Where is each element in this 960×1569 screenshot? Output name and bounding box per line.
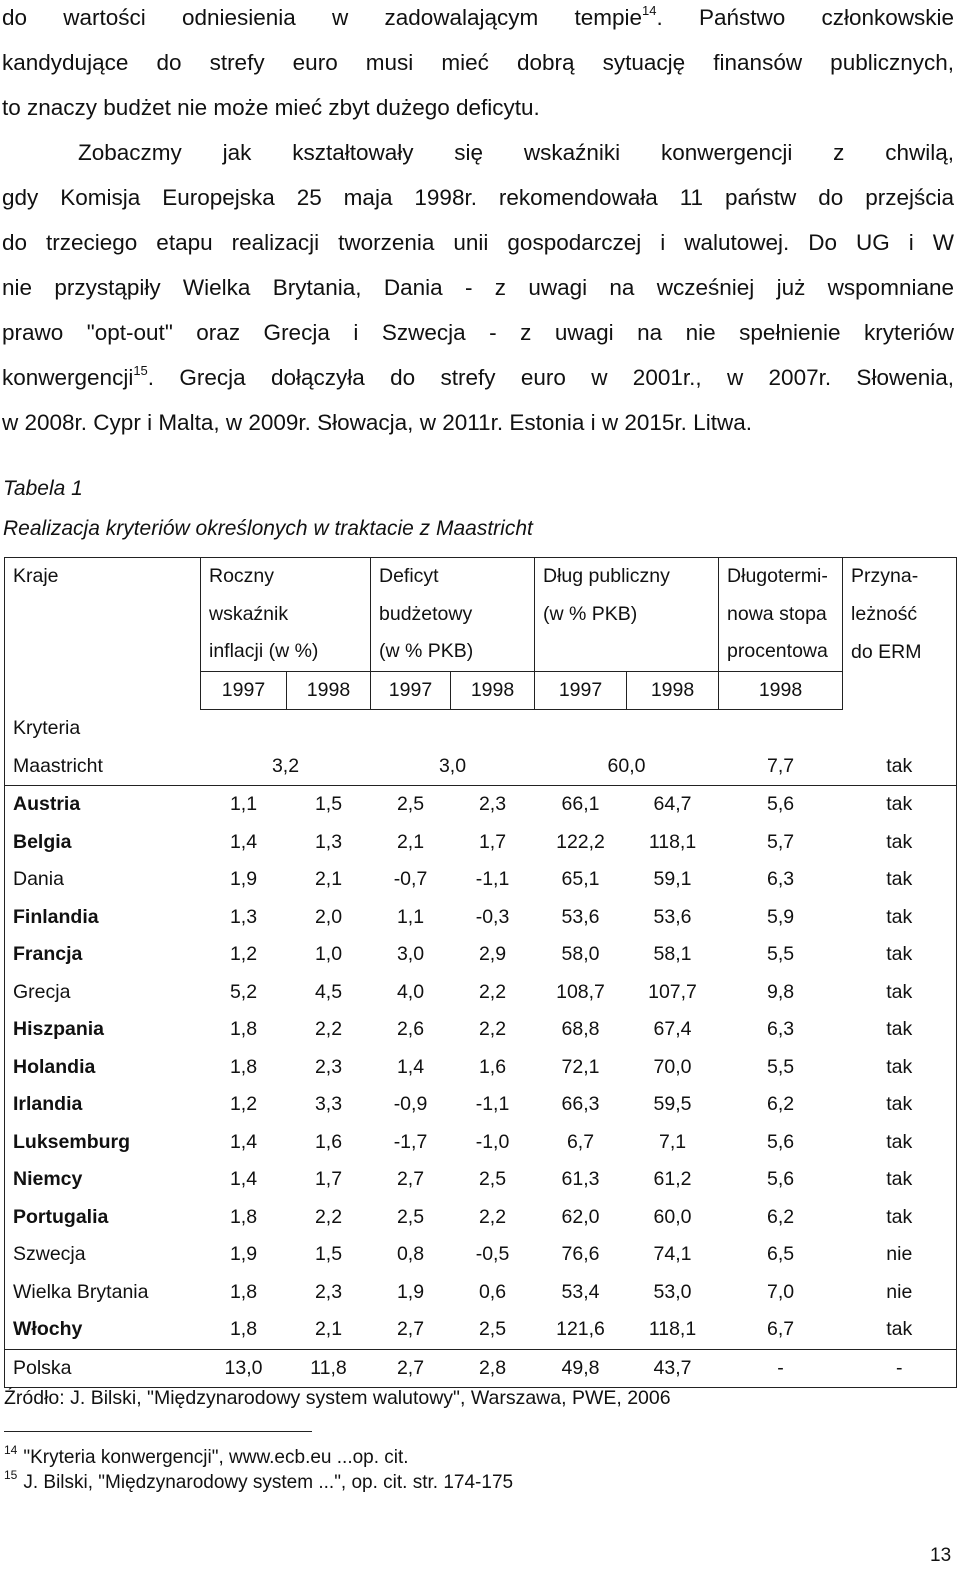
value-cell: -1,7 <box>393 1130 428 1153</box>
value-cell: 6,3 <box>766 1018 795 1041</box>
footnote-number: 15 <box>4 1468 18 1482</box>
country-cell: Luksemburg <box>5 1124 201 1162</box>
maastricht-row <box>5 748 957 786</box>
table-header-row <box>5 633 957 671</box>
value-cell: 5,2 <box>229 980 258 1003</box>
value-cell: 6,2 <box>766 1093 795 1116</box>
year-cell: 1998 <box>627 671 719 710</box>
country-cell: Grecja <box>5 974 201 1012</box>
criteria-label-row <box>5 710 957 748</box>
value-cell: 2,2 <box>314 1205 343 1228</box>
value-cell: 2,3 <box>478 793 507 816</box>
table-row <box>5 861 957 899</box>
value-cell: 67,4 <box>653 1018 692 1041</box>
year-cell: 1997 <box>535 671 627 710</box>
value-cell: 2,1 <box>396 830 425 853</box>
value-cell: 107,7 <box>648 980 697 1003</box>
value-cell: 108,7 <box>556 980 605 1003</box>
table-label: Tabela 1 <box>3 477 83 500</box>
value-cell: tak <box>843 1199 957 1237</box>
country-cell: Finlandia <box>5 899 201 937</box>
value-cell: 64,7 <box>653 793 692 816</box>
country-cell: Polska <box>5 1349 201 1388</box>
value-cell: 2,7 <box>371 1349 451 1388</box>
value-cell: 5,7 <box>766 830 795 853</box>
value-cell: 74,1 <box>653 1243 692 1266</box>
value-cell: tak <box>843 861 957 899</box>
paragraph-line: prawo "opt-out" oraz Grecja i Szwecja - z uwagi na nie spełnienie kryteriów <box>2 320 954 345</box>
value-cell: 1,8 <box>229 1280 258 1303</box>
year-cell: 1998 <box>287 671 371 710</box>
value-cell: 0,8 <box>396 1243 425 1266</box>
value-cell: 2,5 <box>396 1205 425 1228</box>
footnote-number: 14 <box>4 1443 18 1457</box>
maastricht-inflation: 3,2 <box>201 748 371 786</box>
value-cell: 72,1 <box>561 1055 600 1078</box>
value-cell: nie <box>843 1274 957 1312</box>
country-cell: Szwecja <box>5 1236 201 1274</box>
value-cell: 53,6 <box>561 905 600 928</box>
value-cell: -0,3 <box>475 905 510 928</box>
value-cell: 60,0 <box>653 1205 692 1228</box>
maastricht-deficit: 3,0 <box>371 748 535 786</box>
country-cell: Portugalia <box>5 1199 201 1237</box>
value-cell: 2,8 <box>451 1349 535 1388</box>
value-cell: 1,7 <box>478 830 507 853</box>
table-row <box>5 1199 957 1237</box>
value-cell: -1,0 <box>475 1130 510 1153</box>
value-cell: 6,7 <box>766 1318 795 1341</box>
paragraph-line: gdy Komisja Europejska 25 maja 1998r. rekomendowała 11 państw do przejścia <box>2 185 954 210</box>
table-row <box>5 1311 957 1349</box>
value-cell: 1,8 <box>229 1318 258 1341</box>
value-cell: 3,3 <box>314 1093 343 1116</box>
country-cell: Włochy <box>5 1311 201 1349</box>
convergence-criteria-table <box>4 557 957 1388</box>
country-cell: Holandia <box>5 1049 201 1087</box>
value-cell: 5,6 <box>766 1130 795 1153</box>
value-cell: 1,6 <box>478 1055 507 1078</box>
value-cell: 1,4 <box>229 1130 258 1153</box>
value-cell: 66,3 <box>561 1093 600 1116</box>
value-cell: 70,0 <box>653 1055 692 1078</box>
header-debt: Dług publiczny <box>535 558 719 596</box>
value-cell: 2,2 <box>478 1018 507 1041</box>
value-cell: 5,6 <box>766 1168 795 1191</box>
value-cell: -0,9 <box>393 1093 428 1116</box>
value-cell: -0,7 <box>393 868 428 891</box>
value-cell: 1,3 <box>229 905 258 928</box>
maastricht-label: Maastricht <box>5 748 201 786</box>
value-cell: 2,1 <box>314 868 343 891</box>
table-row-polska <box>5 1349 957 1388</box>
value-cell: 49,8 <box>535 1349 627 1388</box>
year-cell: 1997 <box>371 671 451 710</box>
table-header-row <box>5 558 957 596</box>
header-rate: Długotermi- <box>719 558 843 596</box>
value-cell: 11,8 <box>287 1349 371 1388</box>
header-erm: Przyna- <box>843 558 957 596</box>
value-cell: 1,8 <box>229 1055 258 1078</box>
value-cell: tak <box>843 1011 957 1049</box>
value-cell: 5,9 <box>766 905 795 928</box>
country-cell: Niemcy <box>5 1161 201 1199</box>
value-cell: 1,3 <box>314 830 343 853</box>
year-cell: 1997 <box>201 671 287 710</box>
maastricht-rate: 7,7 <box>719 748 843 786</box>
value-cell: 53,0 <box>653 1280 692 1303</box>
value-cell: 1,7 <box>314 1168 343 1191</box>
value-cell: 6,7 <box>566 1130 595 1153</box>
paragraph-line: to znaczy budżet nie może mieć zbyt dużego deficytu. <box>2 95 540 120</box>
value-cell: 2,1 <box>314 1318 343 1341</box>
value-cell: 66,1 <box>561 793 600 816</box>
value-cell: 1,9 <box>229 1243 258 1266</box>
table-header-row <box>5 596 957 634</box>
value-cell: tak <box>843 1311 957 1349</box>
header-deficit: Deficyt <box>371 558 535 596</box>
table-row <box>5 1086 957 1124</box>
value-cell: 6,3 <box>766 868 795 891</box>
value-cell: 1,0 <box>314 943 343 966</box>
value-cell: 2,2 <box>314 1018 343 1041</box>
footnote-14 <box>4 1443 409 1469</box>
value-cell: 53,4 <box>561 1280 600 1303</box>
value-cell: 2,5 <box>478 1168 507 1191</box>
header-rate: procentowa <box>719 633 843 671</box>
country-cell: Wielka Brytania <box>5 1274 201 1312</box>
header-deficit: budżetowy <box>371 596 535 634</box>
table-row <box>5 899 957 937</box>
value-cell: 76,6 <box>561 1243 600 1266</box>
value-cell: 122,2 <box>556 830 605 853</box>
value-cell: 65,1 <box>561 868 600 891</box>
country-cell: Irlandia <box>5 1086 201 1124</box>
value-cell: 2,5 <box>478 1318 507 1341</box>
value-cell: 2,3 <box>314 1280 343 1303</box>
value-cell: 1,2 <box>229 943 258 966</box>
value-cell: tak <box>843 1124 957 1162</box>
value-cell: 4,5 <box>314 980 343 1003</box>
value-cell: 1,5 <box>314 793 343 816</box>
value-cell: 1,1 <box>396 905 425 928</box>
footnote-ref-15[interactable]: 15 <box>133 363 148 378</box>
header-debt: (w % PKB) <box>535 596 719 634</box>
value-cell: 59,5 <box>653 1093 692 1116</box>
value-cell: 61,3 <box>561 1168 600 1191</box>
value-cell: -1,1 <box>475 868 510 891</box>
value-cell: 7,1 <box>658 1130 687 1153</box>
value-cell: 2,9 <box>478 943 507 966</box>
header-kraje: Kraje <box>5 558 201 596</box>
value-cell: tak <box>843 899 957 937</box>
value-cell: 5,5 <box>766 943 795 966</box>
value-cell: 121,6 <box>556 1318 605 1341</box>
paragraph-line: do wartości odniesienia w zadowalającym tempie$^{14}$. Państwo członkowskie <box>2 3 954 30</box>
value-cell: 2,2 <box>478 1205 507 1228</box>
value-cell: 1,4 <box>396 1055 425 1078</box>
value-cell: 2,6 <box>396 1018 425 1041</box>
value-cell: 0,6 <box>478 1280 507 1303</box>
footnote-15 <box>4 1468 514 1494</box>
paragraph-line: konwergencji$^{15}$. Grecja dołączyła do strefy euro w 2001r., w 2007r. Słowenia, <box>2 363 954 390</box>
footnote-ref-14[interactable]: 14 <box>642 3 657 18</box>
country-cell: Austria <box>5 786 201 824</box>
footnote-text: "Kryteria konwergencji", www.ecb.eu ...op. cit. <box>23 1447 409 1468</box>
table-row <box>5 786 957 824</box>
table-row <box>5 1124 957 1162</box>
value-cell: tak <box>843 974 957 1012</box>
table-years-row <box>5 671 957 710</box>
paragraph-1 <box>2 0 954 130</box>
value-cell: 2,2 <box>478 980 507 1003</box>
paragraph-line: w 2008r. Cypr i Malta, w 2009r. Słowacja, w 2011r. Estonia i w 2015r. Litwa. <box>2 410 752 435</box>
header-erm: leżność <box>843 596 957 634</box>
header-inflation: wskaźnik <box>201 596 371 634</box>
paragraph-line: Zobaczmy jak kształtowały się wskaźniki konwergencji z chwilą, <box>78 140 954 165</box>
value-cell: nie <box>843 1236 957 1274</box>
value-cell: tak <box>843 824 957 862</box>
value-cell: 1,6 <box>314 1130 343 1153</box>
maastricht-debt: 60,0 <box>535 748 719 786</box>
value-cell: 2,5 <box>396 793 425 816</box>
value-cell: tak <box>843 786 957 824</box>
value-cell: 1,8 <box>229 1205 258 1228</box>
country-cell: Dania <box>5 861 201 899</box>
value-cell: 118,1 <box>648 830 697 853</box>
value-cell: 58,1 <box>653 943 692 966</box>
value-cell: -0,5 <box>475 1243 510 1266</box>
paragraph-line: nie przystąpiły Wielka Brytania, Dania - z uwagi na wcześniej już wspomniane <box>2 275 954 300</box>
value-cell: 59,1 <box>653 868 692 891</box>
maastricht-erm: tak <box>843 748 957 786</box>
value-cell: 2,7 <box>396 1318 425 1341</box>
value-cell: 3,0 <box>396 943 425 966</box>
value-cell: 1,4 <box>229 830 258 853</box>
value-cell: 1,5 <box>314 1243 343 1266</box>
header-erm: do ERM <box>843 633 957 671</box>
table-row <box>5 824 957 862</box>
value-cell: tak <box>843 1086 957 1124</box>
value-cell: 4,0 <box>396 980 425 1003</box>
value-cell: 68,8 <box>561 1018 600 1041</box>
country-cell: Belgia <box>5 824 201 862</box>
value-cell: 62,0 <box>561 1205 600 1228</box>
table-row <box>5 936 957 974</box>
value-cell: 7,0 <box>766 1280 795 1303</box>
value-cell: tak <box>843 1161 957 1199</box>
paragraph-line: do trzeciego etapu realizacji tworzenia unii gospodarczej i walutowej. Do UG i W <box>2 230 954 255</box>
criteria-label: Kryteria <box>5 710 201 748</box>
paragraph-2 <box>2 130 954 445</box>
year-cell: 1998 <box>719 671 843 710</box>
value-cell: 61,2 <box>653 1168 692 1191</box>
footnote-text: J. Bilski, "Międzynarodowy system ...", op. cit. str. 174-175 <box>23 1472 514 1493</box>
country-cell: Francja <box>5 936 201 974</box>
table-row <box>5 1236 957 1274</box>
value-cell: -1,1 <box>475 1093 510 1116</box>
value-cell: tak <box>843 1049 957 1087</box>
value-cell: - <box>719 1349 843 1388</box>
value-cell: 2,3 <box>314 1055 343 1078</box>
country-cell: Hiszpania <box>5 1011 201 1049</box>
value-cell: 5,6 <box>766 793 795 816</box>
table-row <box>5 974 957 1012</box>
value-cell: 9,8 <box>766 980 795 1003</box>
table-row <box>5 1011 957 1049</box>
header-inflation: Roczny <box>201 558 371 596</box>
value-cell: tak <box>843 936 957 974</box>
table-row <box>5 1274 957 1312</box>
value-cell: 1,8 <box>229 1018 258 1041</box>
value-cell: 1,2 <box>229 1093 258 1116</box>
value-cell: 6,5 <box>766 1243 795 1266</box>
value-cell: - <box>843 1349 957 1388</box>
footnote-divider <box>4 1431 312 1432</box>
table-row <box>5 1049 957 1087</box>
value-cell: 6,2 <box>766 1205 795 1228</box>
header-deficit: (w % PKB) <box>371 633 535 671</box>
table-caption: Realizacja kryteriów określonych w traktacie z Maastricht <box>3 517 533 540</box>
year-cell: 1998 <box>451 671 535 710</box>
paragraph-line: kandydujące do strefy euro musi mieć dobrą sytuację finansów publicznych, <box>2 50 954 75</box>
table-row <box>5 1161 957 1199</box>
value-cell: 5,5 <box>766 1055 795 1078</box>
value-cell: 53,6 <box>653 905 692 928</box>
value-cell: 1,1 <box>229 793 258 816</box>
header-inflation: inflacji (w %) <box>201 633 371 671</box>
value-cell: 1,9 <box>396 1280 425 1303</box>
header-rate: nowa stopa <box>719 596 843 634</box>
value-cell: 43,7 <box>627 1349 719 1388</box>
value-cell: 2,0 <box>314 905 343 928</box>
source-note: Źródło: J. Bilski, "Międzynarodowy system walutowy", Warszawa, PWE, 2006 <box>4 1387 671 1409</box>
value-cell: 118,1 <box>648 1318 697 1341</box>
value-cell: 1,4 <box>229 1168 258 1191</box>
value-cell: 13,0 <box>201 1349 287 1388</box>
page-number: 13 <box>930 1545 952 1566</box>
value-cell: 58,0 <box>561 943 600 966</box>
value-cell: 2,7 <box>396 1168 425 1191</box>
value-cell: 1,9 <box>229 868 258 891</box>
